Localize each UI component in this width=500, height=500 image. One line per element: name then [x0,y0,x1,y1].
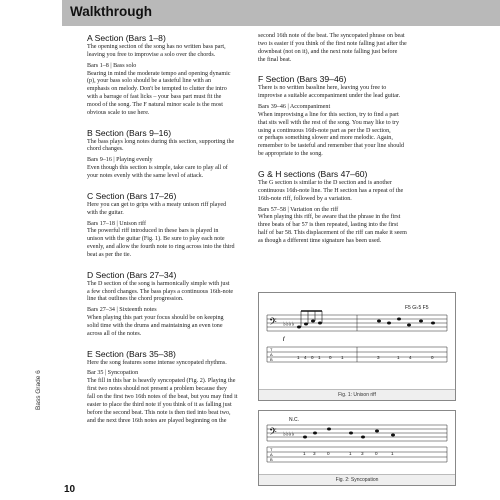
svg-text:A: A [270,452,273,457]
paragraph-line: improvise a suitable accompaniment under the lead guitar. [258,93,401,100]
paragraph-line: The opening section of the song has no written bass part, [87,44,226,50]
paragraph-line: continuous 16th-note line. The H section has a repeat of the [258,187,404,194]
paragraph-line: emphasis on melody. Don't be tempted to clutter the intro [87,86,227,93]
svg-text:3: 3 [361,451,364,456]
paragraph-line: with the guitar. [87,209,124,216]
paragraph-line: evenly, and allow the fourth note to ring across into the third [87,244,235,251]
paragraph-line: Here the song features some intense syncopated rhythms. [87,359,227,366]
paragraph-line: (p), your bass solo should be a tasteful line with an [87,78,212,85]
paragraph-line: When improvising a line for this section, try to find a part [258,111,399,118]
page-number: 10 [64,484,76,495]
paragraph-line: second 16th note of the beat. The syncopated phrase on beat [258,33,405,39]
svg-text:3: 3 [377,355,380,360]
right-column [258,33,450,246]
paragraph-line: half of bar 58. This displacement of the riff can make it seem [258,230,407,237]
tab-lines [267,447,447,462]
chord-symbols: F5 G♭5 F5 [405,305,429,311]
section-heading: E Section (Bars 35–38) [87,348,176,359]
svg-text:0: 0 [329,355,332,360]
svg-text:0: 0 [327,451,330,456]
paragraph-line: that sits well with the rest of the song. You may like to try [258,119,399,126]
paragraph-line: a few chord changes. The bass plays a continuous 16th-note [87,288,234,295]
continued-text [258,33,450,64]
section-heading: B Section (Bars 9–16) [87,127,172,138]
svg-text:1: 1 [297,355,300,360]
section-gh [258,169,450,246]
subheading: Bars 39–46 | Accompaniment [258,104,331,111]
svg-text:0: 0 [431,355,434,360]
paragraph-line: Here you can get to grips with a meaty unison riff played [87,201,227,208]
chord-symbols: N.C. [289,417,299,423]
svg-text:B: B [270,357,273,362]
paragraph-line: remember to be tasteful and remember that your line should [258,143,405,150]
paragraph-line: The D section of the song is harmonically simple with just [87,280,230,287]
subheading: Bars 9–16 | Playing evenly [87,157,153,164]
svg-text:T: T [270,447,273,452]
svg-text:0: 0 [311,355,314,360]
side-label-text: Bass Grade 6 [35,370,42,410]
subheading: Bar 35 | Syncopation [87,370,139,377]
paragraph-line: obvious scale to use here. [87,109,150,116]
paragraph-line: unison with the guitar (Fig. 1). Be sure to play each note [87,236,225,243]
notation-fig1 [259,293,455,389]
header-bar [62,0,500,26]
paragraph-line: fall on the first two 16th notes of the beat, but you may find it [87,394,238,400]
svg-text:1: 1 [349,451,352,456]
section-heading: G & H sections (Bars 47–60) [258,168,368,179]
paragraph-line: The G section is similar to the D section and is another [258,179,392,186]
paragraph-line: as though a different time signature has been used. [258,237,382,244]
paragraph-line: your notes evenly with the same level of attack. [87,172,204,179]
section-f [258,74,450,159]
paragraph-line: mood of the song. The F natural minor scale is the most [87,101,223,108]
svg-text:1: 1 [318,355,321,360]
section-a [87,33,275,118]
paragraph-line: be appropriate to the song. [258,151,323,158]
paragraph-line: easier to place the third note if you think of it as falling just [87,401,232,408]
paragraph-line: across all of the notes. [87,330,142,337]
paragraph-line: downbeat (not on it), and the next note falling just before [258,48,398,55]
paragraph-line: before the second beat. This note is then tied into beat two, [87,409,231,416]
svg-text:1: 1 [397,355,400,360]
section-heading: C Section (Bars 17–26) [87,190,177,201]
bass-clef-icon: 𝄢 [269,426,277,440]
section-d [87,270,275,339]
section-c [87,191,275,260]
left-column [87,33,275,425]
paragraph-line: chord changes. [87,146,124,153]
paragraph-line: the final beat. [258,56,292,63]
svg-text:3: 3 [313,451,316,456]
tab-label-icon [270,347,273,362]
key-signature-icon: ♭♭♭♭ [283,322,295,328]
tab-label-icon [270,447,273,462]
subheading: Bars 17–18 | Unison riff [87,220,146,227]
svg-text:B: B [270,457,273,462]
tab-numbers [297,355,434,360]
section-heading: D Section (Bars 27–34) [87,269,177,280]
subheading: Bars 1–8 | Bass solo [87,62,137,69]
paragraph-line: 16th-note riff, followed by a variation. [258,195,352,202]
svg-text:1: 1 [391,451,394,456]
paragraph-line: with a barrage of fast licks – your bass part must fit the [87,94,222,101]
paragraph-line: beat as per the tie. [87,251,132,258]
paragraph-line: The fill in this bar is heavily syncopated (Fig. 2). Playing the [87,378,236,385]
paragraph-line: solid time with the drums and maintaining an even tone [87,322,223,329]
figure-caption: Fig. 2: Syncopation [259,474,455,485]
svg-text:1: 1 [341,355,344,360]
paragraph-line: When playing this part your focus should be on keeping [87,315,224,322]
dynamic-marking-icon: f [283,337,285,342]
subheading: Bars 57–58 | Variation on the riff [258,206,339,213]
bass-clef-icon: 𝄢 [269,316,277,330]
paragraph-line: The powerful riff introduced in these bars is played in [87,228,219,235]
paragraph-line: line that outlines the chord progression. [87,296,184,303]
paragraph-line: and the next three 16th notes are played beginning on the [87,417,227,424]
paragraph-line: three beats of bar 57 is then repeated, lasting into the first [258,222,399,229]
section-heading: A Section (Bars 1–8) [87,33,166,43]
notation-fig2 [259,411,455,474]
paragraph-line: Even though this section is simple, take care to play all of [87,165,228,172]
paragraph-line: leaving you free to improvise a solo over the chords. [87,51,216,58]
key-signature-icon: ♭♭♭♭ [283,432,295,438]
svg-text:1: 1 [303,451,306,456]
tab-lines [267,347,447,362]
figure-caption: Fig. 1: Unison riff [259,389,455,400]
paragraph-line: When playing this riff, be aware that the phrase in the first [258,214,401,221]
paragraph-line: first two notes should not present a problem because they [87,386,227,393]
paragraph-line: two is easier if you think of the first note falling just after the [258,40,407,47]
figure-unison-riff [258,292,456,401]
svg-text:T: T [270,347,273,352]
figure-syncopation [258,410,456,486]
paragraph-line: using a continuous 16th-note part as per the D section, [258,127,391,134]
section-heading: F Section (Bars 39–46) [258,74,347,85]
paragraph-line: Bearing in mind the moderate tempo and opening dynamic [87,70,231,77]
svg-text:4: 4 [409,355,412,360]
paragraph-line: The bass plays long notes during this section, supporting the [87,138,235,145]
page-title: Walkthrough [70,4,152,19]
paragraph-line: or perhaps something slower and more melodic. Again, [258,135,393,142]
svg-text:A: A [270,352,273,357]
section-b [87,128,275,181]
svg-text:4: 4 [304,355,307,360]
paragraph-line: There is no written bassline here, leaving you free to [258,85,387,92]
section-e [87,349,275,426]
svg-text:0: 0 [375,451,378,456]
subheading: Bars 27–34 | Sixteenth notes [87,307,157,314]
